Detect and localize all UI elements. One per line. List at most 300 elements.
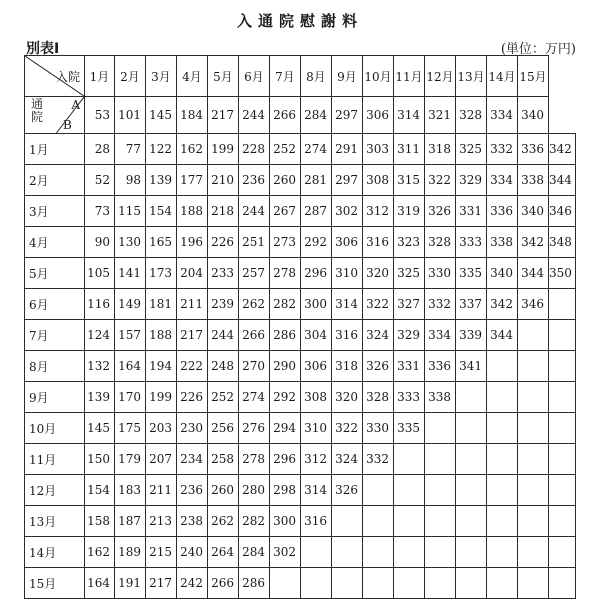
column-header: 2月: [115, 56, 146, 97]
table-cell: 315: [394, 165, 425, 196]
table-cell: 276: [239, 413, 270, 444]
table-cell: 325: [456, 134, 487, 165]
table-cell: 328: [456, 97, 487, 134]
empty-cell: [549, 537, 576, 568]
empty-cell: [332, 568, 363, 599]
empty-cell: [487, 506, 518, 537]
table-cell: 318: [425, 134, 456, 165]
empty-cell: [549, 289, 576, 320]
table-cell: 300: [301, 289, 332, 320]
table-cell: 330: [363, 413, 394, 444]
table-cell: 346: [518, 289, 549, 320]
table-cell: 311: [394, 134, 425, 165]
table-cell: 331: [394, 351, 425, 382]
table-cell: 170: [115, 382, 146, 413]
empty-cell: [549, 444, 576, 475]
table-cell: 105: [85, 258, 115, 289]
table-cell: 90: [85, 227, 115, 258]
table-cell: 73: [85, 196, 115, 227]
table-cell: 335: [394, 413, 425, 444]
table-cell: 149: [115, 289, 146, 320]
empty-cell: [425, 506, 456, 537]
column-header: 9月: [332, 56, 363, 97]
empty-cell: [487, 413, 518, 444]
table-cell: 191: [115, 568, 146, 599]
table-cell: 337: [456, 289, 487, 320]
table-cell: 296: [270, 444, 301, 475]
table-cell: 328: [425, 227, 456, 258]
label-a: A: [71, 98, 80, 112]
table-cell: 242: [177, 568, 208, 599]
row-header: 14月: [25, 537, 85, 568]
table-cell: 321: [425, 97, 456, 134]
row-header: 7月: [25, 320, 85, 351]
table-cell: 308: [301, 382, 332, 413]
table-cell: 332: [363, 444, 394, 475]
table-cell: 141: [115, 258, 146, 289]
table-cell: 302: [332, 196, 363, 227]
table-cell: 306: [332, 227, 363, 258]
row-header: 2月: [25, 165, 85, 196]
table-cell: 304: [301, 320, 332, 351]
empty-cell: [363, 568, 394, 599]
table-cell: 238: [177, 506, 208, 537]
empty-cell: [549, 506, 576, 537]
table-cell: 266: [239, 320, 270, 351]
table-cell: 132: [85, 351, 115, 382]
table-row: [25, 413, 576, 444]
table-cell: 290: [270, 351, 301, 382]
table-cell: 282: [270, 289, 301, 320]
table-cell: 334: [425, 320, 456, 351]
table-cell: 297: [332, 97, 363, 134]
empty-cell: [456, 506, 487, 537]
empty-cell: [363, 506, 394, 537]
table-cell: 320: [332, 382, 363, 413]
table-cell: 222: [177, 351, 208, 382]
table-cell: 199: [208, 134, 239, 165]
table-cell: 278: [270, 258, 301, 289]
table-cell: 240: [177, 537, 208, 568]
table-cell: 306: [363, 97, 394, 134]
table-cell: 218: [208, 196, 239, 227]
table-cell: 264: [208, 537, 239, 568]
table-cell: 211: [177, 289, 208, 320]
table-cell: 340: [487, 258, 518, 289]
table-cell: 217: [177, 320, 208, 351]
empty-cell: [549, 382, 576, 413]
table-cell: 175: [115, 413, 146, 444]
empty-cell: [425, 475, 456, 506]
empty-cell: [487, 444, 518, 475]
empty-cell: [549, 475, 576, 506]
column-header: 11月: [394, 56, 425, 97]
table-cell: 314: [332, 289, 363, 320]
table-cell: 298: [270, 475, 301, 506]
table-cell: 230: [177, 413, 208, 444]
table-cell: 322: [332, 413, 363, 444]
table-cell: 217: [208, 97, 239, 134]
table-cell: 28: [85, 134, 115, 165]
table-cell: 188: [177, 196, 208, 227]
table-cell: 52: [85, 165, 115, 196]
table-cell: 340: [518, 97, 549, 134]
table-cell: 260: [270, 165, 301, 196]
table-cell: 139: [85, 382, 115, 413]
table-cell: 162: [177, 134, 208, 165]
table-cell: 244: [239, 196, 270, 227]
empty-cell: [456, 537, 487, 568]
table-cell: 154: [85, 475, 115, 506]
table-cell: 257: [239, 258, 270, 289]
empty-cell: [363, 475, 394, 506]
table-cell: 130: [115, 227, 146, 258]
label-b: B: [63, 118, 72, 132]
table-cell: 282: [239, 506, 270, 537]
row-header: 9月: [25, 382, 85, 413]
table-cell: 187: [115, 506, 146, 537]
table-cell: 164: [85, 568, 115, 599]
empty-cell: [518, 351, 549, 382]
row-header: 10月: [25, 413, 85, 444]
table-cell: 326: [425, 196, 456, 227]
table-cell: 281: [301, 165, 332, 196]
table-cell: 213: [146, 506, 177, 537]
empty-cell: [394, 444, 425, 475]
empty-cell: [456, 568, 487, 599]
table-cell: 332: [487, 134, 518, 165]
empty-cell: [518, 413, 549, 444]
table-cell: 303: [363, 134, 394, 165]
table-cell: 251: [239, 227, 270, 258]
table-cell: 310: [301, 413, 332, 444]
table-cell: 189: [115, 537, 146, 568]
table-cell: 274: [301, 134, 332, 165]
table-cell: 266: [270, 97, 301, 134]
table-cell: 310: [332, 258, 363, 289]
empty-cell: [456, 382, 487, 413]
table-cell: 262: [239, 289, 270, 320]
table-cell: 292: [301, 227, 332, 258]
table-cell: 326: [363, 351, 394, 382]
outpatient-label: 通院: [31, 97, 44, 124]
table-cell: 262: [208, 506, 239, 537]
table-cell: 116: [85, 289, 115, 320]
table-cell: 312: [301, 444, 332, 475]
table-cell: 333: [456, 227, 487, 258]
row-header: 11月: [25, 444, 85, 475]
empty-cell: [363, 537, 394, 568]
table-cell: 173: [146, 258, 177, 289]
table-cell: 336: [487, 196, 518, 227]
table-cell: 77: [115, 134, 146, 165]
table-cell: 210: [208, 165, 239, 196]
table-cell: 346: [549, 196, 576, 227]
table-cell: 338: [518, 165, 549, 196]
row-header: 1月: [25, 134, 85, 165]
table-cell: 323: [394, 227, 425, 258]
table-row: [25, 134, 576, 165]
table-cell: 286: [270, 320, 301, 351]
table-cell: 211: [146, 475, 177, 506]
table-cell: 233: [208, 258, 239, 289]
table-cell: 177: [177, 165, 208, 196]
row-header: 4月: [25, 227, 85, 258]
table-row: [25, 537, 576, 568]
table-row: [25, 444, 576, 475]
table-cell: 274: [239, 382, 270, 413]
table-cell: 267: [270, 196, 301, 227]
row-header: 3月: [25, 196, 85, 227]
empty-cell: [425, 537, 456, 568]
empty-cell: [487, 537, 518, 568]
table-cell: 322: [363, 289, 394, 320]
empty-cell: [456, 413, 487, 444]
unit-label: (単位：万円): [500, 42, 576, 57]
column-header: 13月: [456, 56, 487, 97]
table-row: [25, 382, 576, 413]
corner-outpatient-cell: [25, 97, 85, 134]
table-cell: 308: [363, 165, 394, 196]
empty-cell: [456, 444, 487, 475]
row-header: 13月: [25, 506, 85, 537]
table-cell: 320: [363, 258, 394, 289]
table-cell: 306: [301, 351, 332, 382]
table-cell: 325: [394, 258, 425, 289]
empty-cell: [332, 537, 363, 568]
table-cell: 154: [146, 196, 177, 227]
table-cell: 162: [85, 537, 115, 568]
empty-cell: [487, 382, 518, 413]
column-header: 10月: [363, 56, 394, 97]
table-cell: 284: [301, 97, 332, 134]
column-header: 3月: [146, 56, 177, 97]
empty-cell: [487, 475, 518, 506]
table-cell: 124: [85, 320, 115, 351]
row-header: 15月: [25, 568, 85, 599]
table-cell: 145: [146, 97, 177, 134]
empty-cell: [456, 475, 487, 506]
table-row: [25, 196, 576, 227]
table-cell: 239: [208, 289, 239, 320]
table-cell: 327: [394, 289, 425, 320]
table-cell: 348: [549, 227, 576, 258]
empty-cell: [518, 506, 549, 537]
empty-cell: [394, 475, 425, 506]
column-header: 6月: [239, 56, 270, 97]
table-cell: 98: [115, 165, 146, 196]
table-cell: 273: [270, 227, 301, 258]
table-cell: 329: [456, 165, 487, 196]
document-title: 入通院慰謝料: [236, 12, 363, 30]
compensation-table: [24, 55, 576, 599]
empty-cell: [549, 351, 576, 382]
header-row: [25, 56, 576, 97]
table-cell: 278: [239, 444, 270, 475]
table-cell: 258: [208, 444, 239, 475]
corner-inpatient-cell: [25, 56, 85, 97]
table-cell: 101: [115, 97, 146, 134]
table-cell: 330: [425, 258, 456, 289]
column-header: 4月: [177, 56, 208, 97]
table-cell: 314: [394, 97, 425, 134]
empty-cell: [518, 568, 549, 599]
empty-cell: [301, 537, 332, 568]
table-cell: 342: [518, 227, 549, 258]
row-header: 6月: [25, 289, 85, 320]
table-cell: 181: [146, 289, 177, 320]
table-cell: 234: [177, 444, 208, 475]
inpatient-label: 入院: [55, 70, 80, 84]
table-row: [25, 351, 576, 382]
empty-cell: [301, 568, 332, 599]
table-cell: 115: [115, 196, 146, 227]
table-cell: 292: [270, 382, 301, 413]
table-cell: 184: [177, 97, 208, 134]
table-cell: 179: [115, 444, 146, 475]
table-cell: 157: [115, 320, 146, 351]
column-header: 1月: [85, 56, 115, 97]
table-cell: 334: [487, 97, 518, 134]
table-cell: 338: [425, 382, 456, 413]
table-cell: 150: [85, 444, 115, 475]
table-cell: 252: [270, 134, 301, 165]
table-row: [25, 258, 576, 289]
table-cell: 217: [146, 568, 177, 599]
table-cell: 215: [146, 537, 177, 568]
table-cell: 236: [177, 475, 208, 506]
empty-cell: [394, 537, 425, 568]
empty-cell: [270, 568, 301, 599]
table-cell: 316: [363, 227, 394, 258]
table-cell: 270: [239, 351, 270, 382]
table-cell: 328: [363, 382, 394, 413]
table-cell: 244: [208, 320, 239, 351]
table-row: [25, 506, 576, 537]
table-cell: 164: [115, 351, 146, 382]
table-cell: 183: [115, 475, 146, 506]
table-cell: 339: [456, 320, 487, 351]
table-cell: 188: [146, 320, 177, 351]
empty-cell: [487, 351, 518, 382]
table-cell: 324: [363, 320, 394, 351]
empty-cell: [425, 568, 456, 599]
table-cell: 248: [208, 351, 239, 382]
table-cell: 342: [549, 134, 576, 165]
table-label: 別表Ⅰ: [26, 41, 60, 57]
column-header: 7月: [270, 56, 301, 97]
table-cell: 344: [518, 258, 549, 289]
table-cell: 145: [85, 413, 115, 444]
table-cell: 336: [518, 134, 549, 165]
table-row: [25, 289, 576, 320]
row-header: 8月: [25, 351, 85, 382]
table-cell: 324: [332, 444, 363, 475]
empty-cell: [425, 413, 456, 444]
table-row: [25, 568, 576, 599]
empty-cell: [518, 537, 549, 568]
empty-cell: [394, 568, 425, 599]
table-cell: 165: [146, 227, 177, 258]
column-header: 5月: [208, 56, 239, 97]
table-cell: 291: [332, 134, 363, 165]
table-cell: 326: [332, 475, 363, 506]
empty-cell: [518, 320, 549, 351]
row-header: 5月: [25, 258, 85, 289]
table-cell: 280: [239, 475, 270, 506]
table-cell: 196: [177, 227, 208, 258]
table-cell: 344: [487, 320, 518, 351]
table-cell: 333: [394, 382, 425, 413]
table-cell: 322: [425, 165, 456, 196]
table-cell: 329: [394, 320, 425, 351]
table-cell: 342: [487, 289, 518, 320]
column-header: 14月: [487, 56, 518, 97]
table-row: [25, 320, 576, 351]
table-cell: 340: [518, 196, 549, 227]
row-header: 12月: [25, 475, 85, 506]
table-cell: 344: [549, 165, 576, 196]
table-cell: 139: [146, 165, 177, 196]
table-cell: 331: [456, 196, 487, 227]
table-cell: 316: [301, 506, 332, 537]
empty-cell: [518, 444, 549, 475]
table-cell: 332: [425, 289, 456, 320]
empty-cell: [549, 320, 576, 351]
table-cell: 296: [301, 258, 332, 289]
table-cell: 266: [208, 568, 239, 599]
table-cell: 314: [301, 475, 332, 506]
table-cell: 341: [456, 351, 487, 382]
table-cell: 286: [239, 568, 270, 599]
table-cell: 122: [146, 134, 177, 165]
table-cell: 236: [239, 165, 270, 196]
table-cell: 335: [456, 258, 487, 289]
table-cell: 294: [270, 413, 301, 444]
empty-cell: [487, 568, 518, 599]
empty-cell: [518, 475, 549, 506]
table-cell: 252: [208, 382, 239, 413]
table-cell: 334: [487, 165, 518, 196]
table-cell: 256: [208, 413, 239, 444]
table-cell: 207: [146, 444, 177, 475]
column-header: 15月: [518, 56, 549, 97]
table-cell: 336: [425, 351, 456, 382]
table-row: [25, 165, 576, 196]
table-cell: 199: [146, 382, 177, 413]
table-cell: 228: [239, 134, 270, 165]
table-cell: 226: [177, 382, 208, 413]
empty-cell: [518, 382, 549, 413]
column-header: 8月: [301, 56, 332, 97]
table-row: [25, 227, 576, 258]
table-cell: 53: [85, 97, 115, 134]
empty-cell: [394, 506, 425, 537]
table-cell: 319: [394, 196, 425, 227]
table-cell: 194: [146, 351, 177, 382]
empty-cell: [549, 413, 576, 444]
table-cell: 318: [332, 351, 363, 382]
table-cell: 300: [270, 506, 301, 537]
empty-cell: [549, 568, 576, 599]
table-row: [25, 475, 576, 506]
table-cell: 338: [487, 227, 518, 258]
empty-cell: [425, 444, 456, 475]
table-cell: 350: [549, 258, 576, 289]
table-cell: 204: [177, 258, 208, 289]
empty-cell: [332, 506, 363, 537]
table-cell: 316: [332, 320, 363, 351]
